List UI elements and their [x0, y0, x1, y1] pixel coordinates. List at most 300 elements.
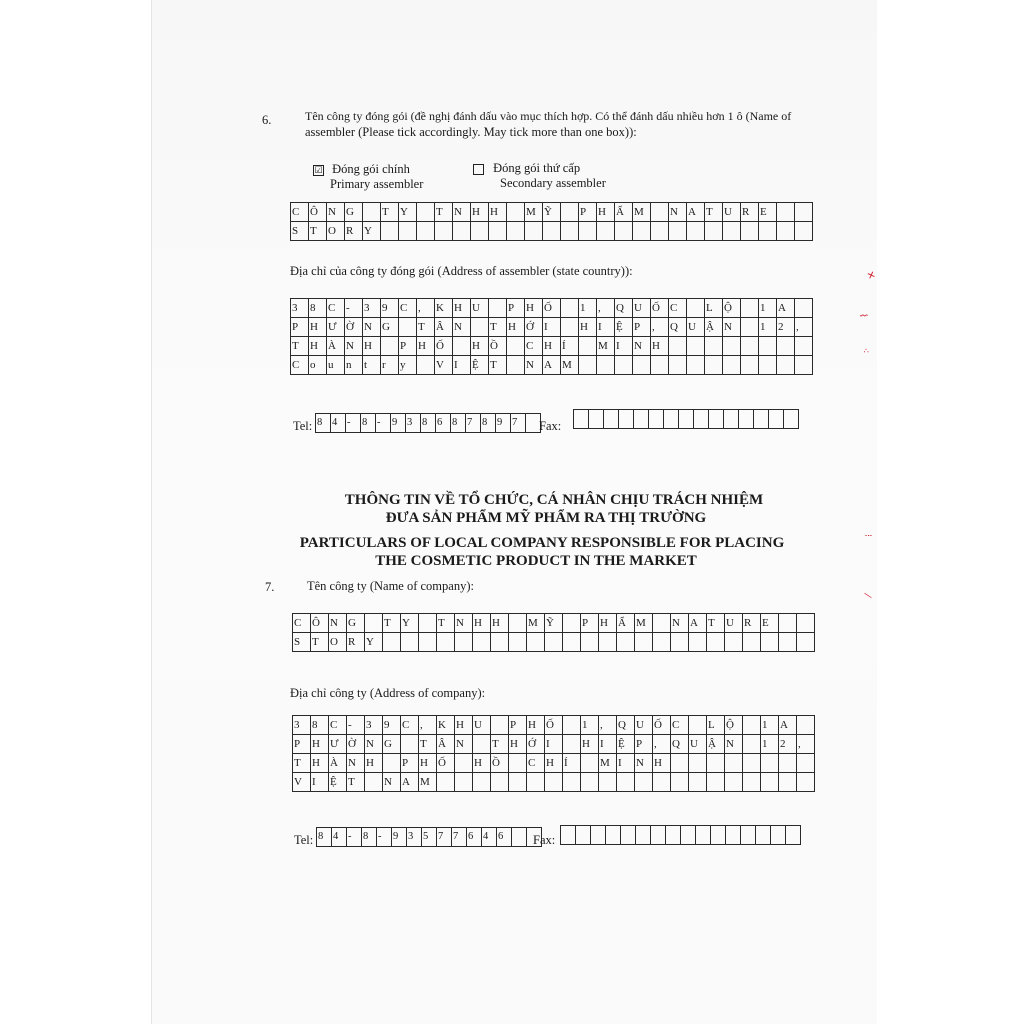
phone-digit-cell[interactable] — [678, 409, 694, 429]
grid-cell[interactable]: Q — [614, 298, 633, 318]
grid-cell[interactable]: T — [490, 734, 509, 754]
phone-digit-cell[interactable] — [783, 409, 799, 429]
grid-cell[interactable] — [562, 632, 581, 652]
phone-digit-cell[interactable] — [753, 409, 769, 429]
grid-cell[interactable]: I — [452, 355, 471, 375]
grid-cell[interactable]: H — [542, 336, 561, 356]
phone-digit-cell[interactable]: 6 — [496, 827, 512, 847]
grid-cell[interactable] — [614, 221, 633, 241]
grid-cell[interactable]: H — [418, 753, 437, 773]
grid-cell[interactable]: N — [668, 202, 687, 222]
grid-cell[interactable] — [650, 221, 669, 241]
grid-cell[interactable]: Ệ — [328, 772, 347, 792]
grid-cell[interactable] — [706, 632, 725, 652]
grid-cell[interactable] — [670, 632, 689, 652]
grid-cell[interactable]: M — [524, 202, 543, 222]
grid-cell[interactable]: H — [580, 734, 599, 754]
grid-cell[interactable]: T — [436, 613, 455, 633]
grid-cell[interactable] — [758, 336, 777, 356]
grid-cell[interactable]: 3 — [362, 298, 381, 318]
grid-cell[interactable] — [686, 336, 705, 356]
grid-cell[interactable]: , — [796, 734, 815, 754]
grid-cell[interactable]: Q — [670, 734, 689, 754]
grid-cell[interactable]: U — [688, 734, 707, 754]
grid-cell[interactable]: H — [308, 317, 327, 337]
grid-cell[interactable] — [760, 753, 779, 773]
grid-cell[interactable]: M — [418, 772, 437, 792]
grid-cell[interactable] — [506, 355, 525, 375]
phone-digit-cell[interactable] — [725, 825, 741, 845]
grid-cell[interactable]: M — [526, 613, 545, 633]
phone-digit-cell[interactable]: - — [375, 413, 391, 433]
grid-cell[interactable]: Ỹ — [542, 202, 561, 222]
grid-cell[interactable] — [562, 715, 581, 735]
grid-cell[interactable] — [778, 613, 797, 633]
grid-cell[interactable] — [650, 202, 669, 222]
grid-cell[interactable]: T — [310, 632, 329, 652]
grid-cell[interactable]: T — [704, 202, 723, 222]
phone-digit-cell[interactable]: 7 — [465, 413, 481, 433]
grid-cell[interactable]: t — [362, 355, 381, 375]
phone-digit-cell[interactable] — [755, 825, 771, 845]
phone-digit-cell[interactable] — [708, 409, 724, 429]
grid-cell[interactable]: H — [596, 202, 615, 222]
grid-cell[interactable] — [688, 632, 707, 652]
grid-cell[interactable]: C — [292, 613, 311, 633]
grid-cell[interactable]: O — [326, 221, 345, 241]
grid-cell[interactable] — [670, 753, 689, 773]
grid-cell[interactable] — [416, 221, 435, 241]
phone-digit-cell[interactable] — [511, 827, 527, 847]
grid-cell[interactable]: E — [758, 202, 777, 222]
grid-cell[interactable]: H — [544, 753, 563, 773]
phone-digit-cell[interactable] — [573, 409, 589, 429]
grid-cell[interactable] — [688, 772, 707, 792]
grid-cell[interactable] — [418, 632, 437, 652]
grid-cell[interactable] — [452, 221, 471, 241]
phone-digit-cell[interactable]: - — [345, 413, 361, 433]
phone-digit-cell[interactable]: 7 — [436, 827, 452, 847]
grid-cell[interactable] — [668, 336, 687, 356]
grid-cell[interactable] — [776, 202, 795, 222]
grid-cell[interactable]: G — [382, 734, 401, 754]
grid-cell[interactable]: 3 — [290, 298, 309, 318]
grid-cell[interactable]: Y — [398, 202, 417, 222]
grid-cell[interactable] — [400, 632, 419, 652]
phone-digit-cell[interactable]: 6 — [435, 413, 451, 433]
grid-cell[interactable]: A — [776, 298, 795, 318]
phone-digit-cell[interactable] — [738, 409, 754, 429]
grid-cell[interactable]: C — [398, 298, 417, 318]
grid-cell[interactable]: Ẩ — [616, 613, 635, 633]
grid-cell[interactable] — [562, 772, 581, 792]
grid-cell[interactable] — [454, 753, 473, 773]
grid-cell[interactable]: u — [326, 355, 345, 375]
grid-cell[interactable] — [454, 632, 473, 652]
grid-cell[interactable]: M — [560, 355, 579, 375]
grid-cell[interactable]: T — [292, 753, 311, 773]
grid-cell[interactable]: H — [526, 715, 545, 735]
phone-digit-cell[interactable] — [603, 409, 619, 429]
grid-cell[interactable]: n — [344, 355, 363, 375]
grid-cell[interactable]: C — [290, 355, 309, 375]
grid-cell[interactable] — [578, 336, 597, 356]
grid-cell[interactable] — [776, 221, 795, 241]
grid-cell[interactable] — [560, 317, 579, 337]
grid-cell[interactable]: T — [308, 221, 327, 241]
grid-cell[interactable]: , — [418, 715, 437, 735]
grid-cell[interactable] — [562, 734, 581, 754]
grid-cell[interactable]: M — [634, 613, 653, 633]
grid-cell[interactable]: M — [596, 336, 615, 356]
grid-cell[interactable]: A — [686, 202, 705, 222]
grid-cell[interactable]: I — [614, 336, 633, 356]
grid-cell[interactable] — [652, 632, 671, 652]
grid-cell[interactable]: N — [346, 753, 365, 773]
grid-cell[interactable]: , — [652, 734, 671, 754]
grid-cell[interactable] — [724, 772, 743, 792]
grid-cell[interactable] — [544, 632, 563, 652]
grid-cell[interactable]: Ớ — [524, 317, 543, 337]
grid-cell[interactable]: 8 — [308, 298, 327, 318]
grid-cell[interactable]: Ậ — [706, 734, 725, 754]
grid-cell[interactable] — [562, 613, 581, 633]
grid-cell[interactable] — [418, 613, 437, 633]
grid-cell[interactable] — [506, 336, 525, 356]
grid-cell[interactable]: L — [706, 715, 725, 735]
grid-cell[interactable]: T — [416, 317, 435, 337]
grid-cell[interactable] — [472, 734, 491, 754]
grid-cell[interactable]: U — [634, 715, 653, 735]
grid-cell[interactable] — [794, 298, 813, 318]
grid-cell[interactable]: H — [490, 613, 509, 633]
grid-cell[interactable]: , — [650, 317, 669, 337]
phone-digit-cell[interactable]: 8 — [315, 413, 331, 433]
grid-cell[interactable]: P — [398, 336, 417, 356]
grid-cell[interactable]: T — [488, 317, 507, 337]
grid-cell[interactable] — [704, 336, 723, 356]
grid-cell[interactable] — [724, 632, 743, 652]
grid-cell[interactable]: H — [650, 336, 669, 356]
grid-cell[interactable] — [434, 221, 453, 241]
grid-cell[interactable]: C — [668, 298, 687, 318]
grid-cell[interactable]: I — [616, 753, 635, 773]
grid-cell[interactable] — [670, 772, 689, 792]
grid-cell[interactable] — [704, 355, 723, 375]
grid-cell[interactable] — [400, 734, 419, 754]
grid-cell[interactable]: À — [326, 336, 345, 356]
grid-cell[interactable]: A — [688, 613, 707, 633]
grid-cell[interactable] — [776, 336, 795, 356]
phone-digit-cell[interactable] — [785, 825, 801, 845]
grid-cell[interactable]: I — [596, 317, 615, 337]
grid-cell[interactable]: Y — [362, 221, 381, 241]
grid-cell[interactable]: 3 — [292, 715, 311, 735]
phone-digit-cell[interactable]: 7 — [510, 413, 526, 433]
grid-cell[interactable] — [776, 355, 795, 375]
grid-cell[interactable]: N — [382, 772, 401, 792]
phone-digit-cell[interactable]: 8 — [360, 413, 376, 433]
grid-cell[interactable] — [652, 772, 671, 792]
grid-cell[interactable]: C — [326, 298, 345, 318]
phone-digit-cell[interactable] — [575, 825, 591, 845]
phone-digit-cell[interactable] — [588, 409, 604, 429]
grid-cell[interactable] — [740, 317, 759, 337]
phone-digit-cell[interactable] — [560, 825, 576, 845]
grid-cell[interactable]: P — [400, 753, 419, 773]
grid-cell[interactable] — [686, 355, 705, 375]
grid-cell[interactable]: 3 — [364, 715, 383, 735]
grid-cell[interactable]: - — [344, 298, 363, 318]
grid-cell[interactable]: 2 — [778, 734, 797, 754]
phone-digit-cell[interactable] — [635, 825, 651, 845]
phone-digit-cell[interactable]: - — [346, 827, 362, 847]
grid-cell[interactable]: R — [346, 632, 365, 652]
grid-cell[interactable]: Ệ — [614, 317, 633, 337]
grid-cell[interactable] — [796, 613, 815, 633]
grid-cell[interactable]: 1 — [580, 715, 599, 735]
grid-cell[interactable] — [416, 202, 435, 222]
grid-cell[interactable]: P — [634, 734, 653, 754]
phone-digit-cell[interactable]: 3 — [405, 413, 421, 433]
grid-cell[interactable]: T — [346, 772, 365, 792]
grid-cell[interactable] — [758, 355, 777, 375]
grid-cell[interactable]: N — [670, 613, 689, 633]
grid-cell[interactable] — [598, 772, 617, 792]
grid-cell[interactable]: 1 — [758, 298, 777, 318]
grid-cell[interactable] — [796, 753, 815, 773]
phone-digit-cell[interactable] — [710, 825, 726, 845]
grid-cell[interactable]: 1 — [758, 317, 777, 337]
grid-cell[interactable] — [454, 772, 473, 792]
grid-cell[interactable]: I — [544, 734, 563, 754]
grid-cell[interactable] — [436, 632, 455, 652]
phone-digit-cell[interactable] — [740, 825, 756, 845]
grid-cell[interactable]: Ư — [326, 317, 345, 337]
phone-digit-cell[interactable]: 4 — [331, 827, 347, 847]
phone-digit-cell[interactable] — [650, 825, 666, 845]
grid-cell[interactable] — [632, 221, 651, 241]
grid-cell[interactable]: - — [346, 715, 365, 735]
phone-digit-cell[interactable] — [648, 409, 664, 429]
grid-cell[interactable]: I — [598, 734, 617, 754]
option-secondary-assembler[interactable] — [473, 161, 580, 175]
grid-cell[interactable]: 9 — [380, 298, 399, 318]
grid-cell[interactable] — [722, 221, 741, 241]
grid-cell[interactable] — [560, 221, 579, 241]
grid-cell[interactable]: N — [724, 734, 743, 754]
phone-digit-cell[interactable]: 6 — [466, 827, 482, 847]
grid-cell[interactable]: T — [382, 613, 401, 633]
grid-cell[interactable] — [544, 772, 563, 792]
grid-cell[interactable]: Ậ — [704, 317, 723, 337]
grid-cell[interactable]: H — [470, 202, 489, 222]
grid-cell[interactable]: Ố — [650, 298, 669, 318]
phone-digit-cell[interactable] — [695, 825, 711, 845]
grid-cell[interactable] — [490, 632, 509, 652]
grid-cell[interactable]: G — [380, 317, 399, 337]
grid-cell[interactable]: Ệ — [470, 355, 489, 375]
grid-cell[interactable]: Í — [560, 336, 579, 356]
grid-cell[interactable]: C — [400, 715, 419, 735]
grid-cell[interactable] — [722, 336, 741, 356]
grid-cell[interactable]: Ờ — [346, 734, 365, 754]
grid-cell[interactable]: N — [452, 317, 471, 337]
phone-digit-cell[interactable]: 8 — [450, 413, 466, 433]
grid-cell[interactable]: r — [380, 355, 399, 375]
grid-cell[interactable] — [524, 221, 543, 241]
grid-cell[interactable]: O — [328, 632, 347, 652]
phone-digit-cell[interactable] — [680, 825, 696, 845]
phone-digit-cell[interactable]: 8 — [316, 827, 332, 847]
grid-cell[interactable]: Y — [400, 613, 419, 633]
grid-cell[interactable]: A — [400, 772, 419, 792]
grid-cell[interactable] — [416, 355, 435, 375]
grid-cell[interactable]: Ớ — [526, 734, 545, 754]
grid-cell[interactable]: N — [524, 355, 543, 375]
grid-cell[interactable]: Ô — [310, 613, 329, 633]
grid-cell[interactable]: N — [328, 613, 347, 633]
grid-cell[interactable]: Ố — [434, 336, 453, 356]
grid-cell[interactable] — [596, 355, 615, 375]
grid-cell[interactable] — [778, 632, 797, 652]
grid-cell[interactable] — [472, 632, 491, 652]
grid-cell[interactable] — [742, 632, 761, 652]
grid-cell[interactable]: 2 — [776, 317, 795, 337]
grid-cell[interactable] — [506, 221, 525, 241]
grid-cell[interactable]: N — [454, 613, 473, 633]
grid-cell[interactable]: C — [328, 715, 347, 735]
grid-cell[interactable] — [526, 772, 545, 792]
grid-cell[interactable] — [742, 772, 761, 792]
grid-cell[interactable]: Ố — [542, 298, 561, 318]
phone-digit-cell[interactable]: 9 — [391, 827, 407, 847]
phone-digit-cell[interactable]: - — [376, 827, 392, 847]
grid-cell[interactable]: Ô — [308, 202, 327, 222]
grid-cell[interactable] — [794, 336, 813, 356]
grid-cell[interactable] — [778, 753, 797, 773]
item-7-name-grid[interactable] — [292, 613, 815, 652]
grid-cell[interactable]: Q — [616, 715, 635, 735]
grid-cell[interactable]: I — [542, 317, 561, 337]
grid-cell[interactable]: T — [290, 336, 309, 356]
grid-cell[interactable]: U — [470, 298, 489, 318]
item-6-address-grid[interactable] — [290, 298, 813, 375]
grid-cell[interactable]: Ộ — [724, 715, 743, 735]
grid-cell[interactable]: C — [526, 753, 545, 773]
grid-cell[interactable] — [364, 772, 383, 792]
grid-cell[interactable]: R — [344, 221, 363, 241]
grid-cell[interactable]: K — [436, 715, 455, 735]
grid-cell[interactable]: Q — [668, 317, 687, 337]
grid-cell[interactable]: N — [344, 336, 363, 356]
phone-digit-cell[interactable] — [663, 409, 679, 429]
grid-cell[interactable]: K — [434, 298, 453, 318]
grid-cell[interactable] — [632, 355, 651, 375]
grid-cell[interactable]: S — [290, 221, 309, 241]
grid-cell[interactable]: H — [470, 336, 489, 356]
grid-cell[interactable]: U — [724, 613, 743, 633]
grid-cell[interactable]: Í — [562, 753, 581, 773]
grid-cell[interactable]: o — [308, 355, 327, 375]
grid-cell[interactable] — [578, 221, 597, 241]
grid-cell[interactable] — [760, 772, 779, 792]
grid-cell[interactable]: H — [362, 336, 381, 356]
phone-digit-cell[interactable] — [665, 825, 681, 845]
grid-cell[interactable]: P — [632, 317, 651, 337]
option-primary-assembler[interactable] — [313, 162, 410, 176]
grid-cell[interactable]: 8 — [310, 715, 329, 735]
grid-cell[interactable] — [560, 202, 579, 222]
grid-cell[interactable]: R — [740, 202, 759, 222]
grid-cell[interactable] — [506, 202, 525, 222]
item-6-tel-field[interactable] — [315, 413, 541, 433]
grid-cell[interactable]: C — [290, 202, 309, 222]
grid-cell[interactable] — [722, 355, 741, 375]
grid-cell[interactable]: N — [454, 734, 473, 754]
grid-cell[interactable]: P — [578, 202, 597, 222]
grid-cell[interactable]: C — [524, 336, 543, 356]
grid-cell[interactable] — [758, 221, 777, 241]
grid-cell[interactable]: C — [670, 715, 689, 735]
grid-cell[interactable] — [686, 298, 705, 318]
grid-cell[interactable] — [650, 355, 669, 375]
phone-digit-cell[interactable]: 9 — [390, 413, 406, 433]
grid-cell[interactable]: H — [598, 613, 617, 633]
grid-cell[interactable] — [686, 221, 705, 241]
grid-cell[interactable]: P — [506, 298, 525, 318]
grid-cell[interactable]: N — [326, 202, 345, 222]
grid-cell[interactable] — [688, 753, 707, 773]
grid-cell[interactable] — [488, 221, 507, 241]
grid-cell[interactable]: U — [472, 715, 491, 735]
grid-cell[interactable]: T — [434, 202, 453, 222]
item-7-tel-field[interactable] — [316, 827, 542, 847]
grid-cell[interactable]: À — [328, 753, 347, 773]
grid-cell[interactable]: T — [706, 613, 725, 633]
phone-digit-cell[interactable]: 8 — [361, 827, 377, 847]
grid-cell[interactable] — [380, 221, 399, 241]
grid-cell[interactable]: A — [778, 715, 797, 735]
grid-cell[interactable]: , — [598, 715, 617, 735]
grid-cell[interactable]: U — [632, 298, 651, 318]
grid-cell[interactable] — [398, 317, 417, 337]
grid-cell[interactable] — [508, 753, 527, 773]
grid-cell[interactable]: H — [652, 753, 671, 773]
grid-cell[interactable] — [470, 317, 489, 337]
phone-digit-cell[interactable]: 7 — [451, 827, 467, 847]
grid-cell[interactable]: U — [722, 202, 741, 222]
phone-digit-cell[interactable]: 9 — [495, 413, 511, 433]
grid-cell[interactable]: N — [364, 734, 383, 754]
grid-cell[interactable] — [634, 772, 653, 792]
grid-cell[interactable]: N — [632, 336, 651, 356]
phone-digit-cell[interactable]: 4 — [481, 827, 497, 847]
grid-cell[interactable]: , — [794, 317, 813, 337]
grid-cell[interactable]: 9 — [382, 715, 401, 735]
grid-cell[interactable]: 1 — [760, 734, 779, 754]
grid-cell[interactable] — [598, 632, 617, 652]
checkbox-checked-icon[interactable]: ☑ — [314, 164, 323, 175]
grid-cell[interactable]: Ỹ — [544, 613, 563, 633]
grid-cell[interactable]: H — [364, 753, 383, 773]
grid-cell[interactable]: V — [292, 772, 311, 792]
grid-cell[interactable] — [652, 613, 671, 633]
grid-cell[interactable]: H — [452, 298, 471, 318]
grid-cell[interactable]: E — [760, 613, 779, 633]
grid-cell[interactable] — [742, 734, 761, 754]
grid-cell[interactable] — [470, 221, 489, 241]
